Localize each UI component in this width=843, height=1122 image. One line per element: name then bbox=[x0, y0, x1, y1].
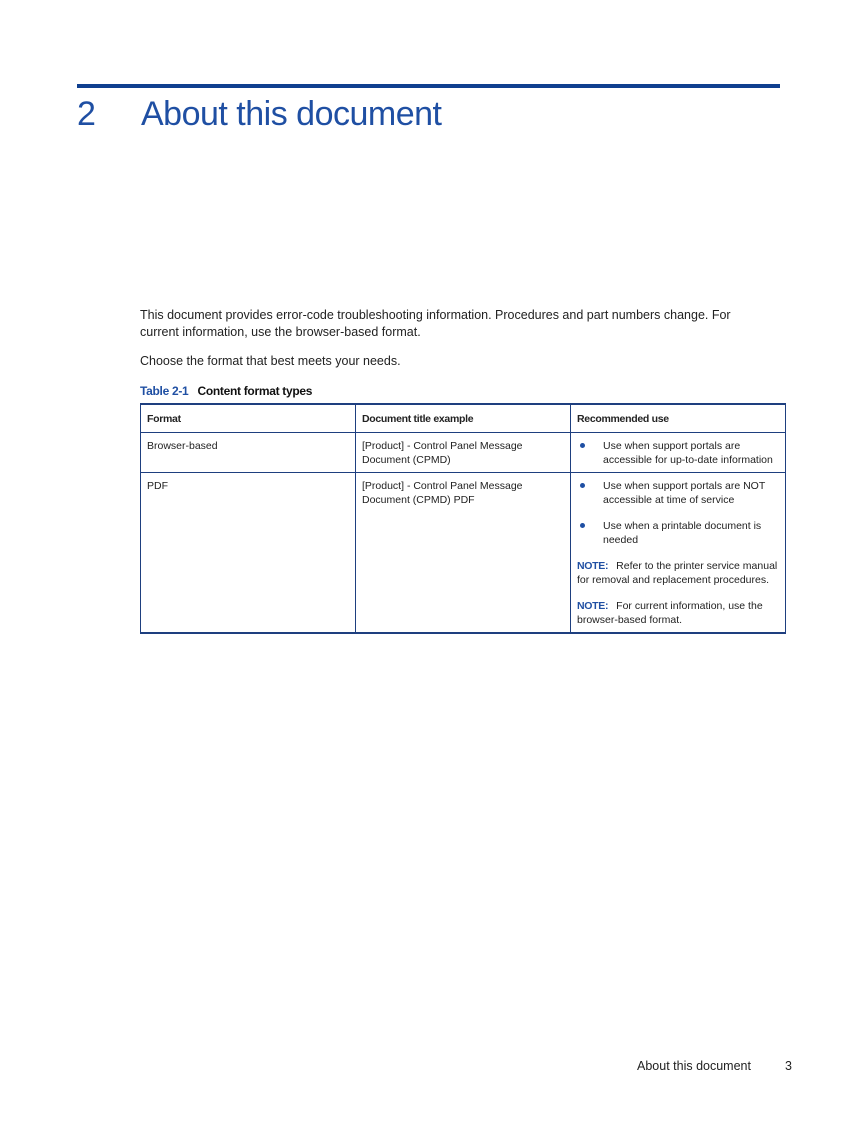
bullet-text: Use when support portals are NOT accessible at time of service bbox=[603, 480, 766, 506]
format-cell: Browser-based bbox=[141, 433, 356, 473]
table-caption-number: Table 2-1 bbox=[140, 384, 189, 398]
bullet-item bbox=[577, 519, 779, 547]
bullet-list bbox=[577, 479, 779, 547]
recommended-use-cell bbox=[571, 433, 786, 473]
bullet-list bbox=[577, 439, 779, 467]
chapter-top-rule bbox=[77, 84, 780, 88]
title-example-cell: [Product] - Control Panel Message Document (CPMD) bbox=[356, 433, 571, 473]
table-header-recommended-use: Recommended use bbox=[571, 404, 786, 433]
recommended-use-cell bbox=[571, 473, 786, 634]
choose-format-paragraph: Choose the format that best meets your needs. bbox=[140, 354, 401, 368]
note-label: NOTE: bbox=[577, 560, 609, 572]
intro-paragraph: This document provides error-code troubleshooting information. Procedures and part numbers change. For current information, use the browser-based format. bbox=[140, 308, 731, 339]
note-text: For current information, use the browser-based format. bbox=[577, 600, 763, 626]
bullet-text: Use when a printable document is needed bbox=[603, 520, 762, 546]
note-label: NOTE: bbox=[577, 600, 609, 612]
bullet-dot-icon bbox=[580, 523, 585, 528]
page-number: 3 bbox=[785, 1059, 792, 1073]
footer-title: About this document bbox=[637, 1059, 751, 1073]
chapter-number: 2 bbox=[77, 95, 96, 133]
bullet-item bbox=[577, 439, 779, 467]
table-row bbox=[141, 473, 786, 634]
table-header-title-example: Document title example bbox=[356, 404, 571, 433]
title-example-cell: [Product] - Control Panel Message Document (CPMD) PDF bbox=[356, 473, 571, 634]
table-row bbox=[141, 433, 786, 473]
format-cell: PDF bbox=[141, 473, 356, 634]
bullet-dot-icon bbox=[580, 443, 585, 448]
bullet-item bbox=[577, 479, 779, 507]
note-current-info bbox=[577, 599, 779, 627]
chapter-title: About this document bbox=[141, 95, 442, 133]
table-caption-title: Content format types bbox=[197, 384, 313, 398]
table-header-format: Format bbox=[141, 404, 356, 433]
table-caption bbox=[140, 383, 312, 399]
bullet-dot-icon bbox=[580, 483, 585, 488]
bullet-text: Use when support portals are accessible for up-to-date information bbox=[603, 440, 773, 466]
note-service-manual bbox=[577, 559, 779, 587]
table-header-row bbox=[141, 404, 786, 433]
note-text: Refer to the printer service manual for removal and replacement procedures. bbox=[577, 560, 778, 586]
content-format-table bbox=[140, 403, 786, 634]
